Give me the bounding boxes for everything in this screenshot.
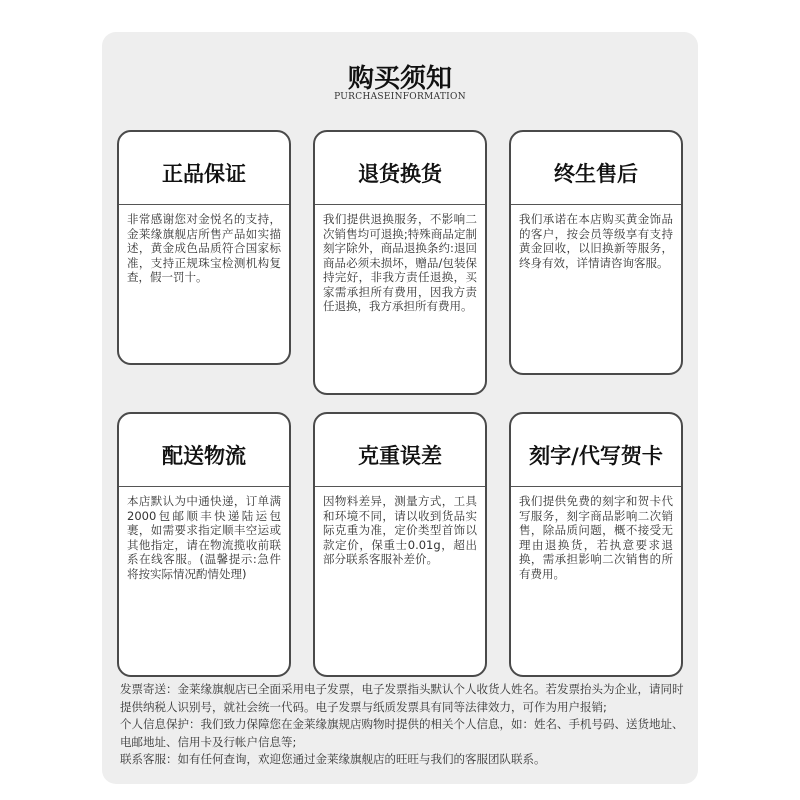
card-title: 终生售后 — [554, 161, 638, 186]
card-body: 我们提供退换服务，不影响二次销售均可退换;特殊商品定制刻字除外，商品退换条约:退回商品必须未损坏，赠品/包装保持完好，非我方责任退换，买家需承担所有费用，因我方责任退换，我方承担所有费用。 — [323, 212, 477, 313]
note-contact: 联系客服：如有任何查询，欢迎您通过金莱缘旗舰店的旺旺与我们的客服团队联系。 — [120, 752, 546, 766]
card-body: 非常感谢您对金悦名的支持，金莱缘旗舰店所售产品如实描述，黄金成色品质符合国家标准，支持正规珠宝检测机构复查，假一罚十。 — [127, 212, 281, 284]
card-title: 刻字/代写贺卡 — [529, 443, 663, 468]
card-lifetime-service — [509, 130, 683, 375]
note-privacy: 个人信息保护：我们致力保障您在金莱缘旗规店购物时提供的相关个人信息，如：姓名、手机号码、送货地址、电邮地址、信用卡及行帐户信息等; — [120, 717, 684, 749]
page-subtitle: PURCHASEINFORMATION — [334, 92, 466, 102]
card-title: 退货换货 — [358, 161, 442, 186]
card-body: 本店默认为中通快递，订单满2000包邮顺丰快递陆运包裹，如需要求指定顺丰空运或其他指定，请在物流揽收前联系在线客服。(温馨提示:急件将按实际情况酌情处理) — [127, 494, 281, 581]
card-return-exchange — [313, 130, 487, 395]
card-title: 正品保证 — [162, 161, 246, 186]
card-body: 我们承诺在本店购买黄金饰品的客户，按会员等级享有支持黄金回收，以旧换新等服务，终身有效，详情请咨询客服。 — [519, 212, 673, 270]
card-body: 因物料差异，测量方式，工具和环境不同，请以收到货品实际克重为准，定价类型首饰以款定价，保重士0.01g，超出部分联系客服补差价。 — [323, 494, 477, 566]
card-title: 配送物流 — [162, 443, 246, 468]
card-engraving-greeting-card — [509, 412, 683, 677]
card-authentic-guarantee — [117, 130, 291, 365]
card-weight-tolerance — [313, 412, 487, 677]
card-title: 克重误差 — [358, 443, 442, 468]
notes-section — [120, 681, 685, 769]
card-shipping — [117, 412, 291, 677]
note-invoice: 发票寄送：金莱缘旗舰店已全面采用电子发票，电子发票指头默认个人收货人姓名。若发票抬头为企业，请同时提供纳税人识别号，就社会统一代码。电子发票与纸质发票具有同等法律效力，可作为用户报销; — [120, 682, 684, 714]
page-title: 购买须知 — [347, 64, 452, 94]
card-body: 我们提供免费的刻字和贺卡代写服务，刻字商品影响二次销售，除品质问题，概不接受无理由退换货，若执意要求退换，需承担影响二次销售的所有费用。 — [519, 494, 673, 581]
